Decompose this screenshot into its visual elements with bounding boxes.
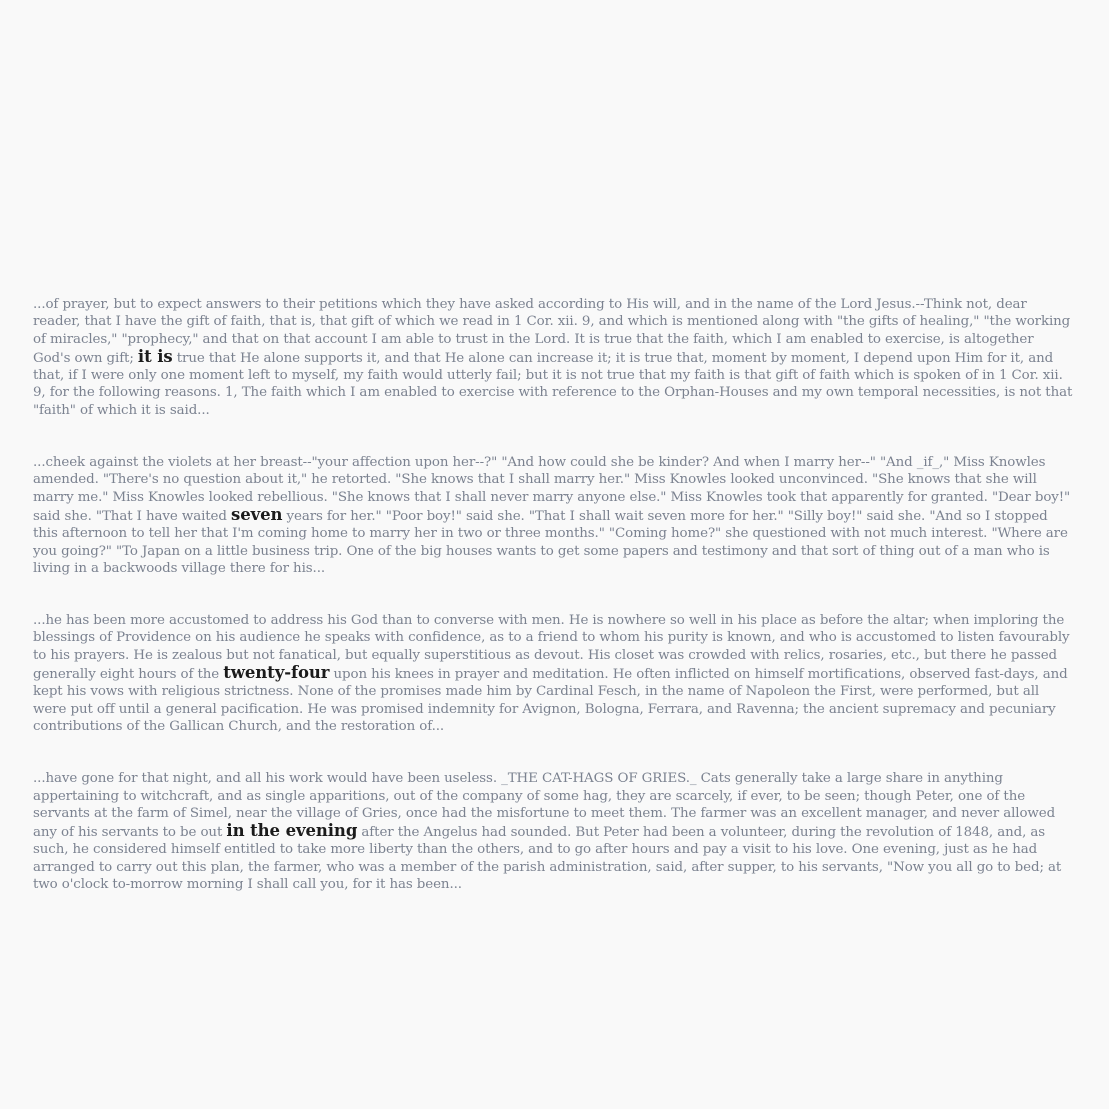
passage-2 <box>33 454 1073 577</box>
passage-text: years for her." "Poor boy!" said she. "That I shall wait seven more for her." "Silly boy!" said she. "And so I stopped this afternoon to tell her that I'm coming home to marry her in two or three months." "Coming home?" she questioned with not much interest. "Where are you going?" "To Japan on a little business trip. One of the big houses wants to get some papers and testimony and that sort of thing out of a man who is living in a backwoods village there for his... <box>33 508 1068 576</box>
highlighted-phrase: twenty-four <box>223 663 330 683</box>
passage-text: upon his knees in prayer and meditation. He often inflicted on himself mortifications, observed fast-days, and kept his vows with religious strictness. None of the promises made him by Cardinal Fesch, in the name of Napoleon the First, were performed, but all were put off until a general pacification. He was promised indemnity for Avignon, Bologna, Ferrara, and Ravenna; the ancient supremacy and pecuniary contributions of the Gallican Church, and the restoration of... <box>33 667 1068 734</box>
passage-text: true that He alone supports it, and that He alone can increase it; it is true that, moment by moment, I depend upon Him for it, and that, if I were only one moment left to myself, my faith would utterly fail; but it is not true that my faith is that gift of faith which is spoken of in 1 Cor. xii. 9, for the following reasons. 1, The faith which I am enabled to exercise with reference to the Orphan-Houses and my own temporal necessities, is not that "faith" of which it is said... <box>33 350 1073 418</box>
passage-text: after the Angelus had sounded. But Peter had been a volunteer, during the revolution of 1848, and, as such, he considered himself entitled to take more liberty than the others, and to go after hours and pay a visit to his love. One evening, just as he had arranged to carry out this plan, the farmer, who was a member of the parish administration, said, after supper, to his servants, "Now you all go to bed; at two o'clock to-morrow morning I shall call you, for it has been... <box>33 825 1062 893</box>
passage-list <box>33 296 1073 928</box>
highlighted-phrase: it is <box>137 346 173 366</box>
passage-4 <box>33 770 1073 893</box>
passage-3 <box>33 612 1073 735</box>
highlighted-phrase: seven <box>231 504 283 524</box>
passage-1 <box>33 296 1073 419</box>
passage-text: ...of prayer, but to expect answers to their petitions which they have asked according to His will, and in the name of the Lord Jesus.--Think not, dear reader, that I have the gift of faith, that is, that gift of which we read in 1 Cor. xii. 9, and which is mentioned along with "the gifts of healing," "the working of miracles," "prophecy," and that on that account I am able to trust in the Lord. It is true that the faith, which I am enabled to exercise, is altogether God's own gift; <box>33 297 1071 366</box>
passage-text: ...he has been more accustomed to address his God than to converse with men. He is nowhere so well in his place as before the altar; when imploring the blessings of Providence on his audience he speaks with confidence, as to a friend to whom his purity is known, and who is accustomed to listen favourably to his prayers. He is zealous but not fanatical, but equally superstitious as devout. His closet was crowded with relics, rosaries, etc., but there he passed generally eight hours of the <box>33 613 1070 683</box>
passage-text: ...cheek against the violets at her breast--"your affection upon her--?" "And how could she be kinder? And when I marry her--" "And _if_," Miss Knowles amended. "There's no question about it," he retorted. "She knows that I shall marry her." Miss Knowles looked unconvinced. "She knows that she will marry me." Miss Knowles looked rebellious. "She knows that I shall never marry anyone else." Miss Knowles took that apparently for granted. "Dear boy!" said she. "That I have waited <box>33 455 1071 524</box>
passage-text: ...have gone for that night, and all his work would have been useless. _THE CAT-HAGS OF GRIES._ Cats generally take a large share in anything appertaining to witchcraft, and as single apparitions, out of the company of some hag, they are scarcely, if ever, to be seen; though Peter, one of the servants at the farm of Simel, near the village of Gries, once had the misfortune to meet them. The farmer was an excellent manager, and never allowed any of his servants to be out <box>33 771 1056 841</box>
highlighted-phrase: in the evening <box>226 821 358 841</box>
